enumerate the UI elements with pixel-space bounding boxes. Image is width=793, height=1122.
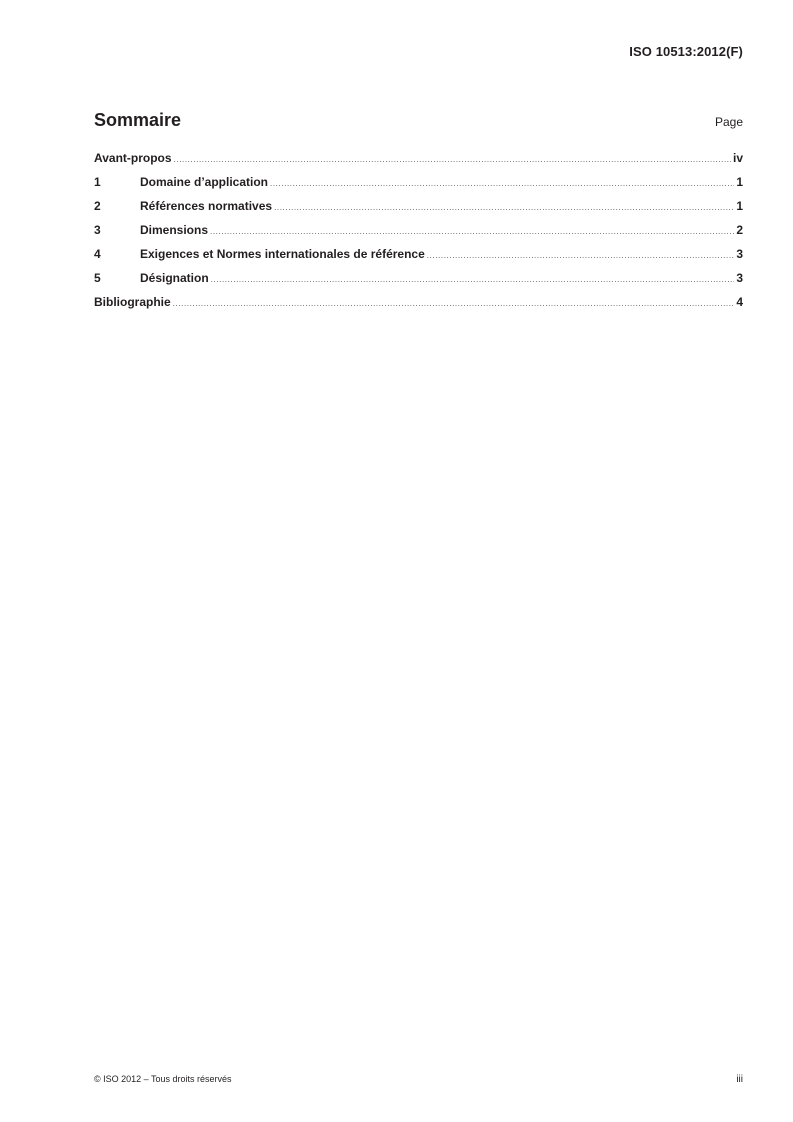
toc-entry-text: Avant-propos bbox=[94, 151, 172, 165]
toc-entry-exigences[interactable] bbox=[94, 247, 743, 271]
toc-entry-number: 3 bbox=[94, 223, 101, 237]
toc-entry-dimensions[interactable] bbox=[94, 223, 743, 247]
toc-entry-text: Exigences et Normes internationales de référence bbox=[140, 247, 425, 261]
toc-page-label: Page bbox=[714, 115, 743, 129]
toc-entry-text: Bibliographie bbox=[94, 295, 171, 309]
toc-leader-dots bbox=[427, 251, 735, 260]
toc-entry-domaine[interactable] bbox=[94, 175, 743, 199]
toc-entry-page: iv bbox=[732, 151, 743, 165]
toc-leader-dots bbox=[270, 179, 734, 188]
toc-leader-dots bbox=[211, 275, 735, 284]
toc-entry-text: Dimensions bbox=[140, 223, 209, 237]
toc-leader-dots bbox=[173, 299, 735, 308]
copyright-notice: © ISO 2012 – Tous droits réservés bbox=[94, 1074, 232, 1084]
page-number: iii bbox=[736, 1074, 743, 1085]
toc-entry-page: 1 bbox=[736, 199, 743, 213]
toc-entry-text: Désignation bbox=[140, 271, 209, 285]
toc-leader-dots bbox=[274, 203, 734, 212]
toc-entry-page: 3 bbox=[736, 271, 743, 285]
toc-entry-page: 2 bbox=[736, 223, 743, 237]
document-id: ISO 10513:2012(F) bbox=[629, 44, 743, 59]
toc-entry-page: 1 bbox=[736, 175, 743, 189]
toc-entry-text: Références normatives bbox=[140, 199, 273, 213]
toc-entry-bibliographie[interactable] bbox=[94, 295, 743, 319]
toc-leader-dots bbox=[210, 227, 734, 236]
toc-entry-number: 1 bbox=[94, 175, 101, 189]
toc-title: Sommaire bbox=[94, 110, 182, 130]
toc-entry-designation[interactable] bbox=[94, 271, 743, 295]
toc-entry-page: 3 bbox=[736, 247, 743, 261]
toc-entry-avant-propos[interactable] bbox=[94, 151, 743, 175]
page-footer bbox=[94, 1074, 743, 1085]
toc-list bbox=[94, 151, 743, 319]
toc-header bbox=[94, 110, 743, 131]
toc-entry-page: 4 bbox=[736, 295, 743, 309]
toc-entry-references[interactable] bbox=[94, 199, 743, 223]
toc-entry-number: 4 bbox=[94, 247, 101, 261]
toc-leader-dots bbox=[174, 155, 731, 164]
toc-entry-text: Domaine d’application bbox=[140, 175, 269, 189]
toc-entry-number: 5 bbox=[94, 271, 101, 285]
toc-entry-number: 2 bbox=[94, 199, 101, 213]
